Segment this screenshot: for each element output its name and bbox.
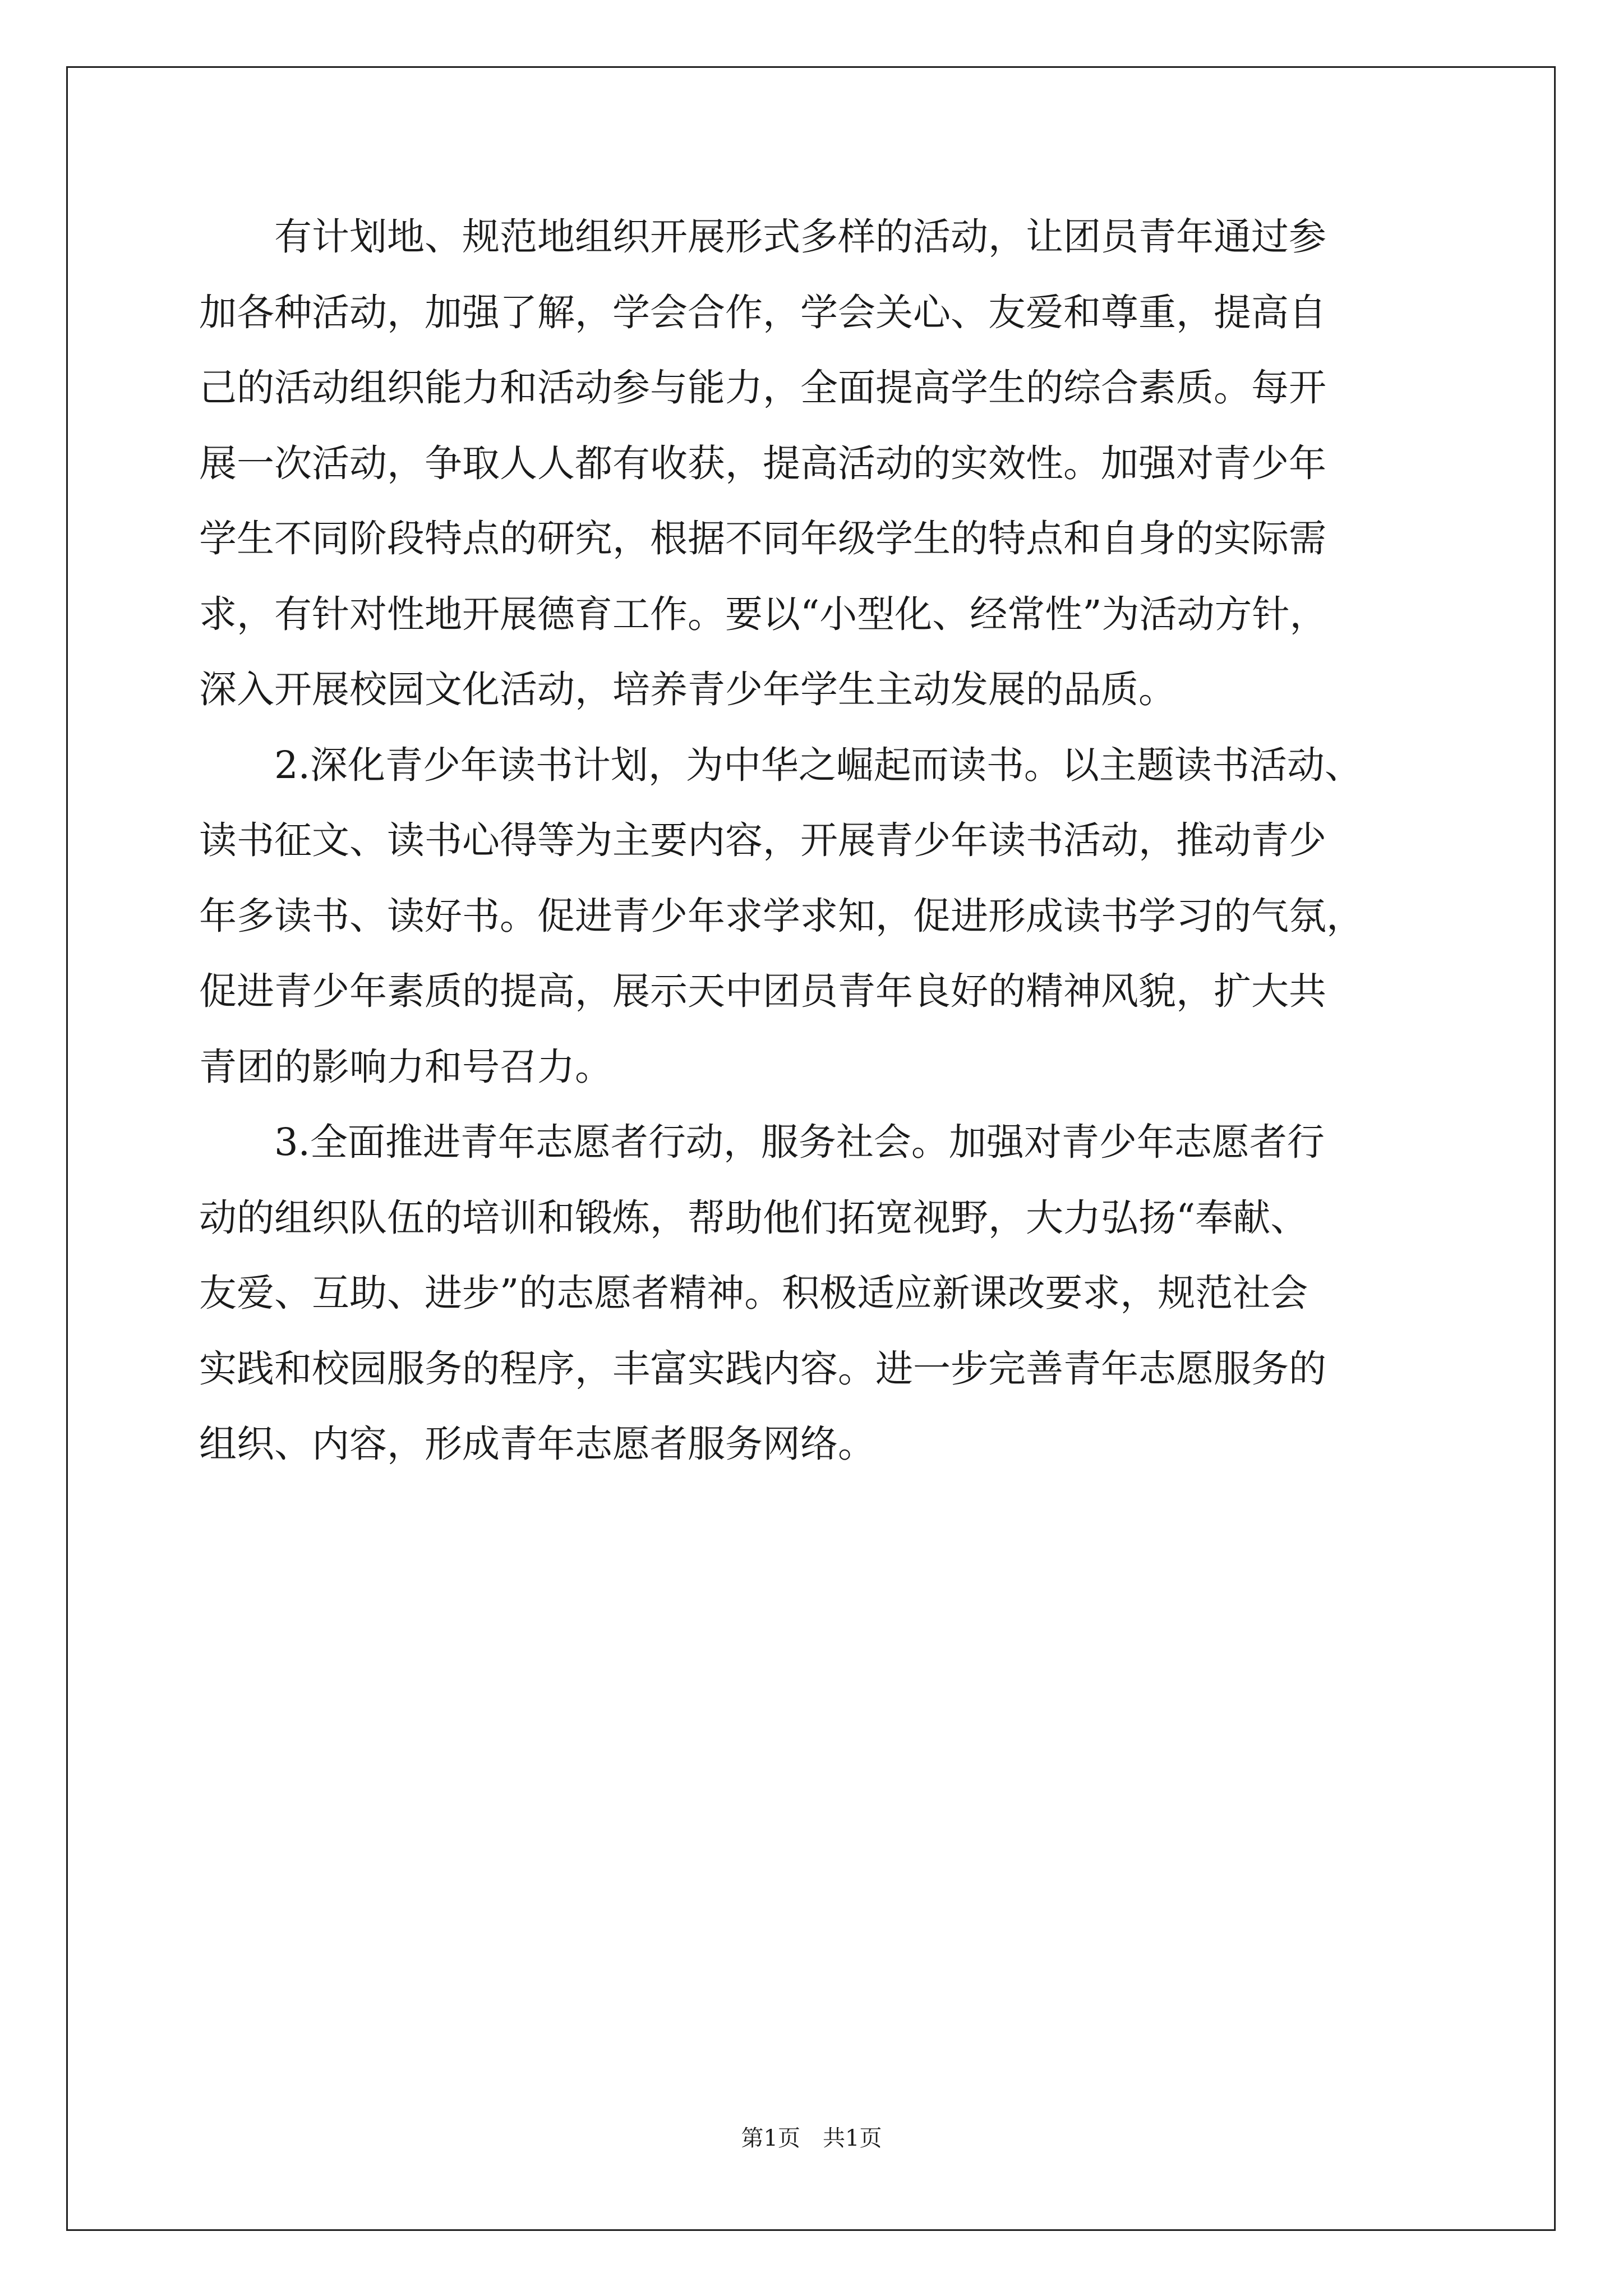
text-line: 有计划地、规范地组织开展形式多样的活动，让团员青年通过参 xyxy=(274,215,1326,259)
paragraph-3 xyxy=(199,1105,1433,1482)
page-footer xyxy=(0,2120,1623,2152)
text-line: 读书征文、读书心得等为主要内容，开展青少年读书活动，推动青少 xyxy=(199,818,1326,862)
text-line: 学生不同阶段特点的研究，根据不同年级学生的特点和自身的实际需 xyxy=(199,517,1326,560)
text-line: 深入开展校园文化活动，培养青少年学生主动发展的品质。 xyxy=(199,668,1176,711)
text-line: 友爱、互助、进步”的志愿者精神。积极适应新课改要求，规范社会 xyxy=(199,1271,1308,1315)
text-line: 实践和校园服务的程序，丰富实践内容。进一步完善青年志愿服务的 xyxy=(199,1346,1326,1391)
text-line: 促进青少年素质的提高，展示天中团员青年良好的精神风貌，扩大共 xyxy=(199,969,1326,1013)
text-line: 展一次活动，争取人人都有收获，提高活动的实效性。加强对青少年 xyxy=(199,441,1326,485)
document-body xyxy=(199,199,1433,1482)
text-line: 加各种活动，加强了解，学会合作，学会关心、友爱和尊重，提高自 xyxy=(199,290,1326,334)
text-line: 求，有针对性地开展德育工作。要以“小型化、经常性”为活动方针， xyxy=(199,592,1327,636)
text-line: 3.全面推进青年志愿者行动，服务社会。加强对青少年志愿者行 xyxy=(274,1120,1325,1164)
text-line: 2.深化青少年读书计划，为中华之崛起而读书。以主题读书活动、 xyxy=(274,743,1362,787)
paragraph-1 xyxy=(199,199,1433,728)
text-line: 己的活动组织能力和活动参与能力，全面提高学生的综合素质。每开 xyxy=(199,366,1326,409)
text-line: 动的组织队伍的培训和锻炼，帮助他们拓宽视野，大力弘扬“奉献、 xyxy=(199,1195,1308,1240)
text-line: 青团的影响力和号召力。 xyxy=(199,1045,612,1089)
text-line: 组织、内容，形成青年志愿者服务网络。 xyxy=(199,1422,875,1466)
text-line: 年多读书、读好书。促进青少年求学求知，促进形成读书学习的气氛， xyxy=(199,894,1364,938)
page-total: 共1页 xyxy=(823,2125,882,2151)
page-number: 第1页 xyxy=(741,2125,800,2151)
paragraph-2 xyxy=(199,728,1433,1105)
